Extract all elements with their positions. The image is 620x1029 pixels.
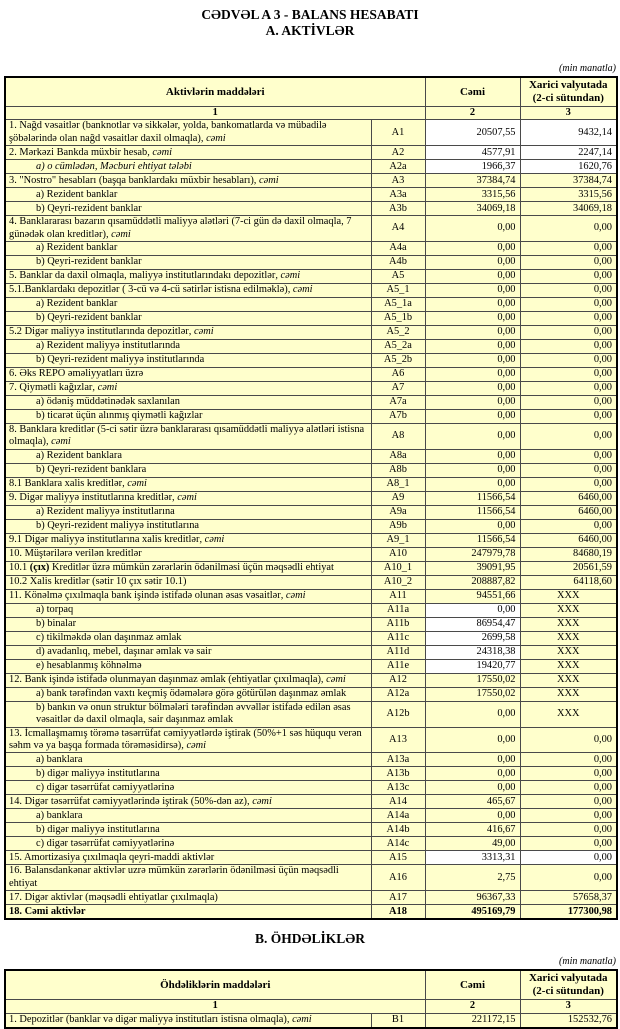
table-row <box>5 561 617 575</box>
item-code: A7 <box>371 382 425 396</box>
table-row <box>5 340 617 354</box>
fx-value: 0,00 <box>520 795 617 809</box>
total-value: 39091,95 <box>425 561 520 575</box>
section-b-title: B. ÖHDƏLİKLƏR <box>255 931 365 947</box>
total-value: 247979,78 <box>425 547 520 561</box>
table-row <box>5 160 617 174</box>
item-label: 1. Depozitlər (banklar və digər maliyyə institutları istisna olmaqla), cəmi <box>5 1013 371 1028</box>
fx-value: 177300,98 <box>520 905 617 920</box>
item-code: A7b <box>371 410 425 424</box>
item-label: 5.2 Digər maliyyə institutlarında depozitlər, cəmi <box>5 326 371 340</box>
total-value: 0,00 <box>425 603 520 617</box>
item-label: a) torpaq <box>5 603 371 617</box>
colnum-2: 2 <box>425 1000 520 1013</box>
report-title-line1: CƏDVƏL A 3 - BALANS HESABATI <box>201 7 419 22</box>
table-row <box>5 410 617 424</box>
assets-table-body <box>5 120 617 919</box>
fx-value: 0,00 <box>520 340 617 354</box>
table-row <box>5 1013 617 1028</box>
item-label: e) hesablanmış köhnəlmə <box>5 659 371 673</box>
item-code: A6 <box>371 368 425 382</box>
table-row <box>5 795 617 809</box>
page-title <box>0 0 620 39</box>
table-row <box>5 174 617 188</box>
item-code: A8b <box>371 463 425 477</box>
item-code: A3b <box>371 202 425 216</box>
item-label: 6. Əks REPO əməliyyatları üzrə <box>5 368 371 382</box>
total-value: 11566,54 <box>425 491 520 505</box>
column-header-items: Öhdəliklərin maddələri <box>5 970 425 1000</box>
table-row <box>5 547 617 561</box>
item-code: A11a <box>371 603 425 617</box>
item-label: 10.1 (çıx) Kreditlər üzrə mümkün zərərlərin ödənilməsi üçün məqsədli ehtiyat <box>5 561 371 575</box>
section-a-title: A. AKTİVLƏR <box>265 23 355 38</box>
fx-value: 0,00 <box>520 410 617 424</box>
fx-value: XXX <box>520 673 617 687</box>
table-row <box>5 312 617 326</box>
total-value: 495169,79 <box>425 905 520 920</box>
total-value: 0,00 <box>425 216 520 242</box>
item-code: A14 <box>371 795 425 809</box>
item-label: a) o cümlədən, Məcburi ehtiyat tələbi <box>5 160 371 174</box>
fx-value: 1620,76 <box>520 160 617 174</box>
item-label: a) banklara <box>5 809 371 823</box>
table-row <box>5 354 617 368</box>
total-value: 0,00 <box>425 727 520 753</box>
total-value: 96367,33 <box>425 891 520 905</box>
fx-value: 0,00 <box>520 753 617 767</box>
item-label: 14. Digər təsərrüfat cəmiyyətlərində iştirak (50%-dən az), cəmi <box>5 795 371 809</box>
item-label: 4. Banklararası bazarın qısamüddətli maliyyə alətləri (7-ci gün də daxil olmaqla, 7 günədək olan kreditlər), cəmi <box>5 216 371 242</box>
fx-value: 6460,00 <box>520 491 617 505</box>
fx-value: 57658,37 <box>520 891 617 905</box>
item-code: A5_2a <box>371 340 425 354</box>
liabilities-header-row <box>5 970 617 1000</box>
item-code: A5 <box>371 270 425 284</box>
total-value: 0,00 <box>425 519 520 533</box>
column-header-total: Cəmi <box>425 970 520 1000</box>
item-code: B1 <box>371 1013 425 1028</box>
table-row <box>5 727 617 753</box>
item-label: 8.1 Banklara xalis kreditlər, cəmi <box>5 477 371 491</box>
total-value: 0,00 <box>425 354 520 368</box>
item-code: A11e <box>371 659 425 673</box>
fx-value: 84680,19 <box>520 547 617 561</box>
item-label: a) Rezident maliyyə institutlarında <box>5 340 371 354</box>
item-code: A12 <box>371 673 425 687</box>
fx-value: 0,00 <box>520 463 617 477</box>
table-row <box>5 603 617 617</box>
table-row <box>5 617 617 631</box>
fx-value: 0,00 <box>520 284 617 298</box>
item-code: A8 <box>371 424 425 450</box>
fx-value: 0,00 <box>520 727 617 753</box>
colnum-1: 1 <box>5 1000 425 1013</box>
item-code: A8a <box>371 449 425 463</box>
fx-value: 37384,74 <box>520 174 617 188</box>
item-label: 5.1.Banklardakı depozitlər ( 3-cü və 4-cü sətirlər istisna edilməklə), cəmi <box>5 284 371 298</box>
table-row <box>5 382 617 396</box>
fx-value: 34069,18 <box>520 202 617 216</box>
fx-value: 0,00 <box>520 809 617 823</box>
total-value: 0,00 <box>425 701 520 727</box>
table-row <box>5 589 617 603</box>
table-row <box>5 905 617 920</box>
total-value: 2699,58 <box>425 631 520 645</box>
fx-value: 0,00 <box>520 767 617 781</box>
fx-value: 6460,00 <box>520 505 617 519</box>
fx-value: 20561,59 <box>520 561 617 575</box>
item-code: A5_1 <box>371 284 425 298</box>
table-row <box>5 767 617 781</box>
item-label: b) Qeyri-rezident banklara <box>5 463 371 477</box>
table-row <box>5 256 617 270</box>
table-row <box>5 687 617 701</box>
fx-value: XXX <box>520 645 617 659</box>
fx-value: XXX <box>520 617 617 631</box>
fx-value: 6460,00 <box>520 533 617 547</box>
item-code: A12b <box>371 701 425 727</box>
table-row <box>5 865 617 891</box>
item-code: A13 <box>371 727 425 753</box>
table-row <box>5 673 617 687</box>
total-value: 0,00 <box>425 781 520 795</box>
table-row <box>5 396 617 410</box>
fx-value: XXX <box>520 701 617 727</box>
liabilities-colnum-row <box>5 1000 617 1013</box>
fx-value: 0,00 <box>520 326 617 340</box>
item-code: A5_2b <box>371 354 425 368</box>
total-value: 0,00 <box>425 298 520 312</box>
fx-value: 0,00 <box>520 312 617 326</box>
item-code: A2a <box>371 160 425 174</box>
fx-value: 0,00 <box>520 242 617 256</box>
table-row <box>5 449 617 463</box>
item-label: a) banklara <box>5 753 371 767</box>
liabilities-table <box>4 969 618 1028</box>
table-row <box>5 188 617 202</box>
item-code: A14b <box>371 823 425 837</box>
fx-value: 0,00 <box>520 851 617 865</box>
column-header-items: Aktivlərin maddələri <box>5 77 425 107</box>
item-code: A11c <box>371 631 425 645</box>
total-value: 34069,18 <box>425 202 520 216</box>
total-value: 0,00 <box>425 242 520 256</box>
total-value: 17550,02 <box>425 687 520 701</box>
total-value: 0,00 <box>425 449 520 463</box>
table-row <box>5 120 617 146</box>
item-label: 2. Mərkəzi Bankda müxbir hesab, cəmi <box>5 146 371 160</box>
colnum-1: 1 <box>5 107 425 120</box>
table-row <box>5 891 617 905</box>
total-value: 19420,77 <box>425 659 520 673</box>
item-label: 5. Banklar da daxil olmaqla, maliyyə institutlarındakı depozitlər, cəmi <box>5 270 371 284</box>
table-row <box>5 533 617 547</box>
item-label: 17. Digər aktivlər (məqsədli ehtiyatlar çıxılmaqla) <box>5 891 371 905</box>
item-label: b) binalar <box>5 617 371 631</box>
total-value: 0,00 <box>425 284 520 298</box>
table-row <box>5 851 617 865</box>
item-label: b) bankın və onun struktur bölmələri tərəfindən əvvəllər istifadə edilən əsas vəsaitlər də daxil olmaqla, sair daşınmaz əmlak <box>5 701 371 727</box>
item-code: A5_2 <box>371 326 425 340</box>
item-code: A1 <box>371 120 425 146</box>
fx-value: 152532,76 <box>520 1013 617 1028</box>
item-label: a) bank tərəfindən vaxtı keçmiş ödəmələrə görə götürülən daşınmaz əmlak <box>5 687 371 701</box>
fx-value: XXX <box>520 603 617 617</box>
fx-value: XXX <box>520 687 617 701</box>
table-row <box>5 463 617 477</box>
total-value: 94551,66 <box>425 589 520 603</box>
fx-value: 3315,56 <box>520 188 617 202</box>
item-code: A11b <box>371 617 425 631</box>
item-code: A4b <box>371 256 425 270</box>
item-label: 15. Amortizasiya çıxılmaqla qeyri-maddi aktivlər <box>5 851 371 865</box>
total-value: 0,00 <box>425 463 520 477</box>
item-label: 13. İcmallaşmamış törəmə təsərrüfat cəmiyyətlərdə iştirak (50%+1 səs hüququ verən səhm və ya başqa formada törəməsidirsə), cəmi <box>5 727 371 753</box>
item-label: d) avadanlıq, mebel, daşınar əmlak və sair <box>5 645 371 659</box>
table-row <box>5 701 617 727</box>
item-code: A5_1a <box>371 298 425 312</box>
table-row <box>5 424 617 450</box>
item-code: A14c <box>371 837 425 851</box>
total-value: 0,00 <box>425 256 520 270</box>
item-label: 10.2 Xalis kreditlər (sətir 10 çıx sətir 10.1) <box>5 575 371 589</box>
item-label: b) Qeyri-rezident maliyyə institutlarında <box>5 354 371 368</box>
item-label: 11. Könəlmə çıxılmaqla bank işində istifadə olunan əsas vəsaitlər, cəmi <box>5 589 371 603</box>
table-row <box>5 753 617 767</box>
total-value: 4577,91 <box>425 146 520 160</box>
total-value: 0,00 <box>425 270 520 284</box>
fx-value: 0,00 <box>520 382 617 396</box>
item-label: 16. Balansdankənar aktivlər uzrə mümkün zərərlərin ödənilməsi üçün məqsədli ehtiyat <box>5 865 371 891</box>
fx-value: 0,00 <box>520 424 617 450</box>
total-value: 3315,56 <box>425 188 520 202</box>
assets-colnum-row <box>5 107 617 120</box>
table-row <box>5 202 617 216</box>
item-code: A4 <box>371 216 425 242</box>
table-row <box>5 298 617 312</box>
fx-value: 0,00 <box>520 354 617 368</box>
column-header-total: Cəmi <box>425 77 520 107</box>
fx-value: 64118,60 <box>520 575 617 589</box>
table-row <box>5 631 617 645</box>
item-code: A5_1b <box>371 312 425 326</box>
table-row <box>5 216 617 242</box>
table-row <box>5 477 617 491</box>
column-header-fx: Xarici valyutada (2-ci sütundan) <box>520 77 617 107</box>
item-label: a) Rezident banklar <box>5 298 371 312</box>
total-value: 11566,54 <box>425 533 520 547</box>
item-label: c) digər təsərrüfat cəmiyyətlərinə <box>5 837 371 851</box>
item-label: b) digər maliyyə institutlarına <box>5 767 371 781</box>
item-code: A10 <box>371 547 425 561</box>
total-value: 0,00 <box>425 368 520 382</box>
total-value: 24318,38 <box>425 645 520 659</box>
total-value: 0,00 <box>425 753 520 767</box>
total-value: 20507,55 <box>425 120 520 146</box>
total-value: 416,67 <box>425 823 520 837</box>
fx-value: 0,00 <box>520 256 617 270</box>
total-value: 465,67 <box>425 795 520 809</box>
item-label: a) ödəniş müddətinədək saxlanılan <box>5 396 371 410</box>
fx-value: 0,00 <box>520 216 617 242</box>
total-value: 11566,54 <box>425 505 520 519</box>
total-value: 0,00 <box>425 340 520 354</box>
item-label: 18. Cəmi aktivlər <box>5 905 371 920</box>
item-code: A16 <box>371 865 425 891</box>
total-value: 0,00 <box>425 767 520 781</box>
table-row <box>5 837 617 851</box>
total-value: 3313,31 <box>425 851 520 865</box>
item-code: A13c <box>371 781 425 795</box>
item-code: A11 <box>371 589 425 603</box>
total-value: 0,00 <box>425 382 520 396</box>
item-code: A8_1 <box>371 477 425 491</box>
table-row <box>5 781 617 795</box>
table-row <box>5 575 617 589</box>
item-code: A17 <box>371 891 425 905</box>
item-label: 9.1 Digər maliyyə institutlarına xalis kreditlər, cəmi <box>5 533 371 547</box>
item-label: c) digər təsərrüfat cəmiyyətlərinə <box>5 781 371 795</box>
item-code: A3a <box>371 188 425 202</box>
table-row <box>5 326 617 340</box>
total-value: 0,00 <box>425 326 520 340</box>
table-row <box>5 242 617 256</box>
total-value: 17550,02 <box>425 673 520 687</box>
colnum-3: 3 <box>520 1000 617 1013</box>
total-value: 1966,37 <box>425 160 520 174</box>
item-label: 12. Bank işində istifadə olunmayan daşınmaz əmlak (ehtiyatlar çıxılmaqla), cəmi <box>5 673 371 687</box>
fx-value: 0,00 <box>520 368 617 382</box>
item-code: A9 <box>371 491 425 505</box>
total-value: 37384,74 <box>425 174 520 188</box>
item-label: b) Qeyri-rezident maliyyə institutlarına <box>5 519 371 533</box>
total-value: 86954,47 <box>425 617 520 631</box>
total-value: 0,00 <box>425 312 520 326</box>
fx-value: 0,00 <box>520 823 617 837</box>
table-row <box>5 368 617 382</box>
total-value: 0,00 <box>425 424 520 450</box>
item-label: b) Qeyri-rezident banklar <box>5 256 371 270</box>
fx-value: 0,00 <box>520 449 617 463</box>
item-code: A4a <box>371 242 425 256</box>
fx-value: 0,00 <box>520 519 617 533</box>
fx-value: 2247,14 <box>520 146 617 160</box>
total-value: 208887,82 <box>425 575 520 589</box>
table-row <box>5 645 617 659</box>
table-row <box>5 823 617 837</box>
item-label: a) Rezident banklar <box>5 188 371 202</box>
fx-value: 9432,14 <box>520 120 617 146</box>
item-code: A10_1 <box>371 561 425 575</box>
item-label: b) Qeyri-rezident banklar <box>5 202 371 216</box>
fx-value: 0,00 <box>520 396 617 410</box>
item-label: 8. Banklara kreditlər (5-ci sətir üzrə banklararası qısamüddətli maliyyə alətləri istisna olmaqla), cəmi <box>5 424 371 450</box>
item-label: a) Rezident maliyyə institutlarına <box>5 505 371 519</box>
total-value: 221172,15 <box>425 1013 520 1028</box>
assets-table <box>4 76 618 920</box>
table-row <box>5 659 617 673</box>
table-row <box>5 270 617 284</box>
item-code: A15 <box>371 851 425 865</box>
fx-value: 0,00 <box>520 298 617 312</box>
item-label: b) Qeyri-rezident banklar <box>5 312 371 326</box>
item-code: A13a <box>371 753 425 767</box>
item-label: b) digər maliyyə institutlarına <box>5 823 371 837</box>
item-code: A9a <box>371 505 425 519</box>
fx-value: 0,00 <box>520 865 617 891</box>
item-label: a) Rezident banklara <box>5 449 371 463</box>
fx-value: 0,00 <box>520 270 617 284</box>
unit-note-a: (min manatla) <box>559 63 616 74</box>
colnum-3: 3 <box>520 107 617 120</box>
colnum-2: 2 <box>425 107 520 120</box>
table-row <box>5 505 617 519</box>
item-code: A18 <box>371 905 425 920</box>
item-code: A7a <box>371 396 425 410</box>
fx-value: 0,00 <box>520 477 617 491</box>
item-code: A2 <box>371 146 425 160</box>
table-row <box>5 284 617 298</box>
fx-value: XXX <box>520 589 617 603</box>
fx-value: XXX <box>520 631 617 645</box>
total-value: 0,00 <box>425 410 520 424</box>
column-header-fx: Xarici valyutada (2-ci sütundan) <box>520 970 617 1000</box>
total-value: 0,00 <box>425 809 520 823</box>
table-row <box>5 146 617 160</box>
item-label: c) tikilməkdə olan daşınmaz əmlak <box>5 631 371 645</box>
total-value: 0,00 <box>425 396 520 410</box>
liabilities-table-body <box>5 1013 617 1028</box>
fx-value: XXX <box>520 659 617 673</box>
item-label: 9. Digər maliyyə institutlarına kreditlər, cəmi <box>5 491 371 505</box>
unit-note-b: (min manatla) <box>559 956 616 968</box>
item-label: 1. Nağd vəsaitlər (banknotlar və sikkələr, yolda, bankomatlarda və mübadilə şöbələrində olan nağd vəsaitlər daxil olmaqla), cəmi <box>5 120 371 146</box>
assets-header-row <box>5 77 617 107</box>
item-code: A3 <box>371 174 425 188</box>
table-row <box>5 809 617 823</box>
fx-value: 0,00 <box>520 837 617 851</box>
fx-value: 0,00 <box>520 781 617 795</box>
item-code: A13b <box>371 767 425 781</box>
table-row <box>5 519 617 533</box>
item-label: 10. Müştərilərə verilən kreditlər <box>5 547 371 561</box>
item-label: b) ticarət üçün alınmış qiymətli kağızlar <box>5 410 371 424</box>
item-label: 7. Qiymətli kağızlar, cəmi <box>5 382 371 396</box>
total-value: 0,00 <box>425 477 520 491</box>
total-value: 2,75 <box>425 865 520 891</box>
item-code: A9b <box>371 519 425 533</box>
item-code: A9_1 <box>371 533 425 547</box>
item-code: A12a <box>371 687 425 701</box>
item-label: a) Rezident banklar <box>5 242 371 256</box>
item-label: 3. "Nostro" hesabları (başqa banklardakı müxbir hesabları), cəmi <box>5 174 371 188</box>
item-code: A14a <box>371 809 425 823</box>
item-code: A10_2 <box>371 575 425 589</box>
item-code: A11d <box>371 645 425 659</box>
table-row <box>5 491 617 505</box>
total-value: 49,00 <box>425 837 520 851</box>
